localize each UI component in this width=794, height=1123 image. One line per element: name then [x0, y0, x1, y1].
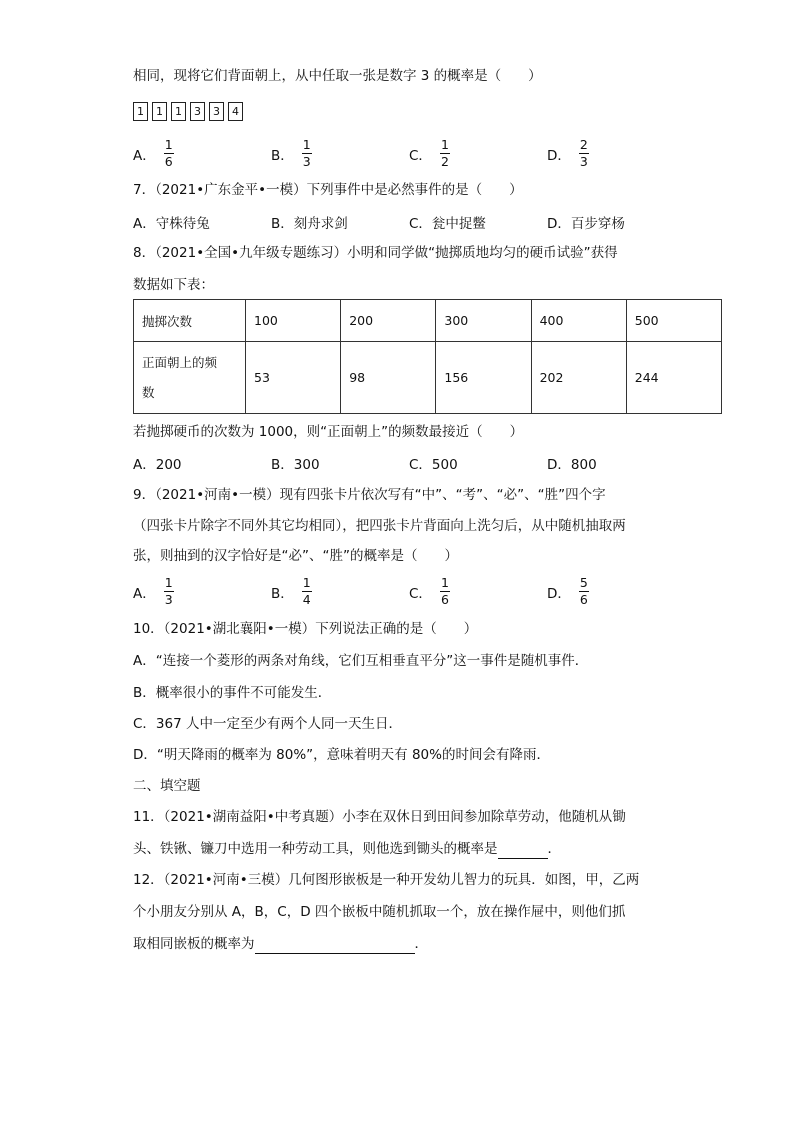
q8-stem-line-2: 数据如下表：	[133, 277, 214, 293]
fraction	[579, 576, 589, 607]
option-label: A．	[133, 147, 156, 164]
q10-option-a: A．“连接一个菱形的两条对角线，它们互相垂直平分”这一事件是随机事件．	[133, 653, 589, 669]
period: ．	[414, 936, 428, 952]
table-row	[134, 300, 722, 342]
denominator: 6	[440, 592, 449, 607]
number-card: 1	[133, 102, 148, 121]
q9-stem-line-2: （四张卡片除字不同外其它均相同），把四张卡片背面向上洗匀后，从中随机抽取两	[133, 518, 626, 534]
q12-stem-line-3	[133, 934, 428, 954]
q7-option-a: A．守株待兔	[133, 216, 210, 232]
q7-option-d: D．百步穿杨	[547, 216, 625, 232]
q9-stem-line-1: 9．（2021•河南•一模）现有四张卡片依次写有“中”、“考”、“必”、“胜”四个字	[133, 487, 606, 503]
coin-toss-table	[133, 299, 722, 414]
numerator: 1	[164, 137, 173, 152]
q6-number-cards	[133, 102, 243, 121]
table-header-cell: 抛掷次数	[134, 300, 246, 342]
q7-options	[133, 212, 685, 232]
q6-stem-line: 相同，现将它们背面朝上，从中任取一张是数字 3 的概率是（ ）	[133, 68, 542, 84]
fraction	[579, 138, 589, 169]
table-cell: 202	[531, 342, 626, 414]
q9-options	[133, 576, 685, 607]
q6-option-a	[133, 138, 271, 169]
table-cell: 200	[341, 300, 436, 342]
option-label: C．	[409, 585, 432, 602]
option-label: B．	[271, 585, 294, 602]
numerator: 2	[579, 137, 588, 152]
table-cell: 53	[246, 342, 341, 414]
q9-stem-line-3: 张，则抽到的汉字恰好是“必”、“胜”的概率是（ ）	[133, 548, 458, 564]
option-label: B．	[271, 147, 294, 164]
numerator: 5	[579, 575, 588, 590]
option-label: A．	[133, 585, 156, 602]
denominator: 3	[164, 592, 173, 607]
numerator: 1	[164, 575, 173, 590]
table-cell: 98	[341, 342, 436, 414]
table-cell: 400	[531, 300, 626, 342]
number-card: 1	[152, 102, 167, 121]
denominator: 3	[579, 154, 588, 169]
answer-blank	[498, 844, 548, 859]
fraction	[164, 138, 174, 169]
option-label: D．	[547, 585, 571, 602]
header-text-line: 数	[142, 384, 155, 400]
q8-options	[133, 453, 685, 473]
denominator: 6	[579, 592, 588, 607]
fraction	[440, 138, 450, 169]
table-cell: 244	[626, 342, 721, 414]
q12-stem-line-1: 12．（2021•河南•三模）几何图形嵌板是一种开发幼儿智力的玩具．如图，甲，乙两	[133, 872, 640, 888]
q9-option-c	[409, 576, 547, 607]
table-cell: 156	[436, 342, 531, 414]
q8-stem-line-1: 8．（2021•全国•九年级专题练习）小明和同学做“抛掷质地均匀的硬币试验”获得	[133, 245, 618, 261]
q7-option-b: B．刻舟求剑	[271, 216, 348, 232]
option-label: D．	[547, 147, 571, 164]
table-header-cell	[134, 342, 246, 414]
q8-option-b: B．300	[271, 457, 320, 473]
q7-option-c: C．瓮中捉鳖	[409, 216, 486, 232]
denominator: 6	[164, 154, 173, 169]
numerator: 1	[440, 137, 449, 152]
q11-stem-line-1: 11．（2021•湖南益阳•中考真题）小李在双休日到田间参加除草劳动，他随机从锄	[133, 809, 626, 825]
number-card: 3	[190, 102, 205, 121]
header-text-line: 正面朝上的频	[142, 354, 218, 370]
period: ．	[547, 841, 561, 857]
q8-option-d: D．800	[547, 457, 597, 473]
q11-text: 头、铁锹、镰刀中选用一种劳动工具，则他选到锄头的概率是	[133, 841, 498, 857]
q10-option-c: C．367 人中一定至少有两个人同一天生日．	[133, 716, 402, 732]
number-card: 4	[228, 102, 243, 121]
q6-option-c	[409, 138, 547, 169]
numerator: 1	[302, 137, 311, 152]
q12-text: 取相同嵌板的概率为	[133, 936, 255, 952]
fraction	[164, 576, 174, 607]
denominator: 3	[302, 154, 311, 169]
denominator: 4	[302, 592, 311, 607]
q12-stem-line-2: 个小朋友分别从 A，B，C，D 四个嵌板中随机抓取一个，放在操作屉中，则他们抓	[133, 904, 626, 920]
fraction	[302, 576, 312, 607]
q6-options	[133, 138, 685, 169]
number-card: 1	[171, 102, 186, 121]
numerator: 1	[302, 575, 311, 590]
section-heading: 二、填空题	[133, 778, 201, 794]
q10-stem: 10．（2021•湖北襄阳•一模）下列说法正确的是（ ）	[133, 621, 478, 637]
q10-option-d: D．“明天降雨的概率为 80%”，意味着明天有 80%的时间会有降雨．	[133, 747, 550, 763]
option-label: C．	[409, 147, 432, 164]
q8-option-a: A．200	[133, 457, 182, 473]
q9-option-b	[271, 576, 409, 607]
numerator: 1	[440, 575, 449, 590]
q8-option-c: C．500	[409, 457, 458, 473]
table-cell: 100	[246, 300, 341, 342]
q10-option-b: B．概率很小的事件不可能发生．	[133, 685, 332, 701]
table-cell: 300	[436, 300, 531, 342]
denominator: 2	[440, 154, 449, 169]
table-row	[134, 342, 722, 414]
table-cell: 500	[626, 300, 721, 342]
q9-option-a	[133, 576, 271, 607]
q6-option-d	[547, 138, 685, 169]
q11-stem-line-2	[133, 839, 561, 859]
q8-question: 若抛掷硬币的次数为 1000，则“正面朝上”的频数最接近（ ）	[133, 424, 524, 440]
q6-option-b	[271, 138, 409, 169]
number-card: 3	[209, 102, 224, 121]
q9-option-d	[547, 576, 685, 607]
answer-blank	[255, 939, 415, 954]
fraction	[440, 576, 450, 607]
q7-stem: 7．（2021•广东金平•一模）下列事件中是必然事件的是（ ）	[133, 182, 523, 198]
fraction	[302, 138, 312, 169]
